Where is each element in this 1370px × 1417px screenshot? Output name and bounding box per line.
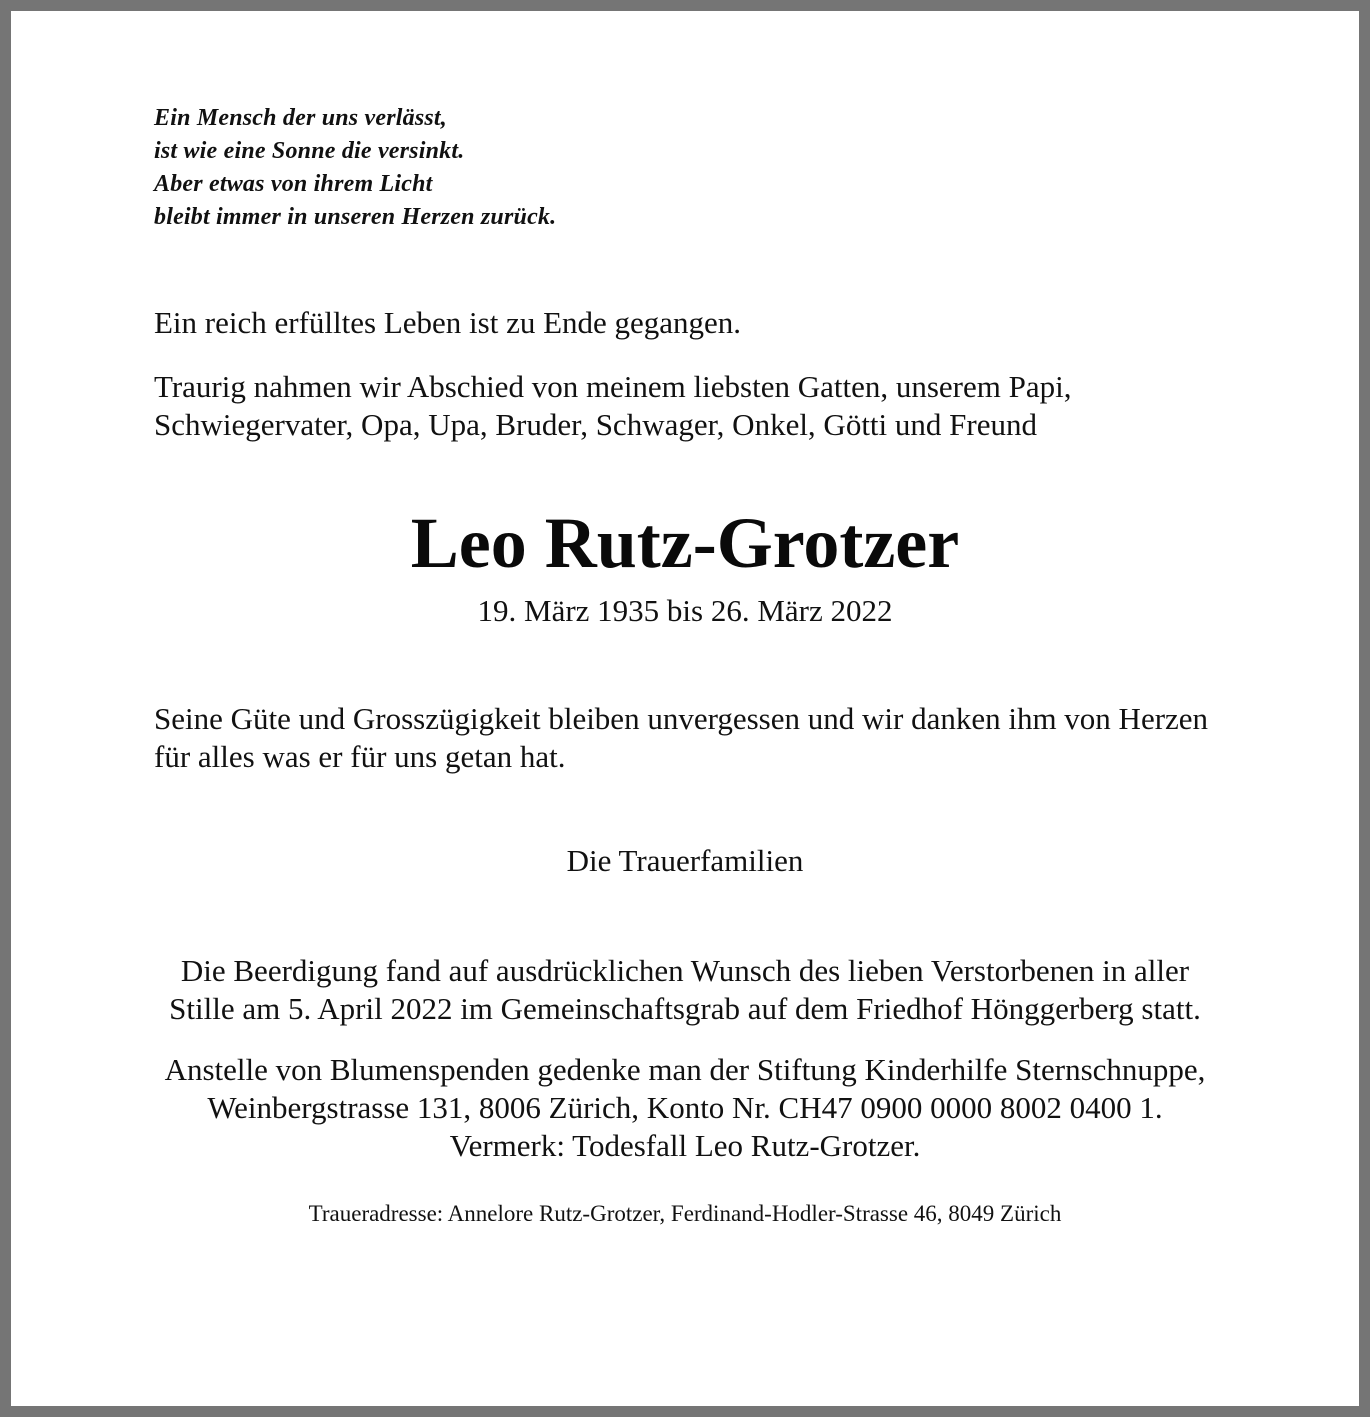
opening-verse [154,102,1216,234]
burial-info: Die Beerdigung fand auf ausdrücklichen Wunsch des lieben Verstorbenen in aller Stille am 5. April 2022 im Gemeinschaftsgrab auf dem Friedhof Hönggerberg statt. [169,952,1201,1026]
donation-info: Anstelle von Blumenspenden gedenke man der Stiftung Kinderhilfe Sternschnuppe, Weinbergstrasse 131, 8006 Zürich, Konto Nr. CH47 0900 0000 8002 0400 1. Vermerk: Todesfall Leo Rutz-Grotzer. [164,1051,1206,1163]
verse-line: Aber etwas von ihrem Licht [154,171,433,197]
notice-content [11,102,1359,1417]
family-signature: Die Trauerfamilien [566,842,804,878]
verse-line: ist wie eine Sonne die versinkt. [154,138,465,164]
verse-line: bleibt immer in unseren Herzen zurück. [154,204,557,230]
life-dates: 19. März 1935 bis 26. März 2022 [477,592,893,628]
mourning-address: Traueradresse: Annelore Rutz-Grotzer, Ferdinand-Hodler-Strasse 46, 8049 Zürich [308,1200,1062,1226]
farewell-text: Traurig nahmen wir Abschied von meinem liebsten Gatten, unserem Papi, Schwiegervater, Opa, Upa, Bruder, Schwager, Onkel, Götti und Freund [154,369,1072,442]
intro-text: Ein reich erfülltes Leben ist zu Ende gegangen. [154,305,742,340]
verse-line: Ein Mensch der uns verlässt, [154,105,447,131]
deceased-name: Leo Rutz-Grotzer [410,503,960,583]
tribute-text: Seine Güte und Grosszügigkeit bleiben unvergessen und wir danken ihm von Herzen für alles was er für uns getan hat. [154,700,1209,774]
